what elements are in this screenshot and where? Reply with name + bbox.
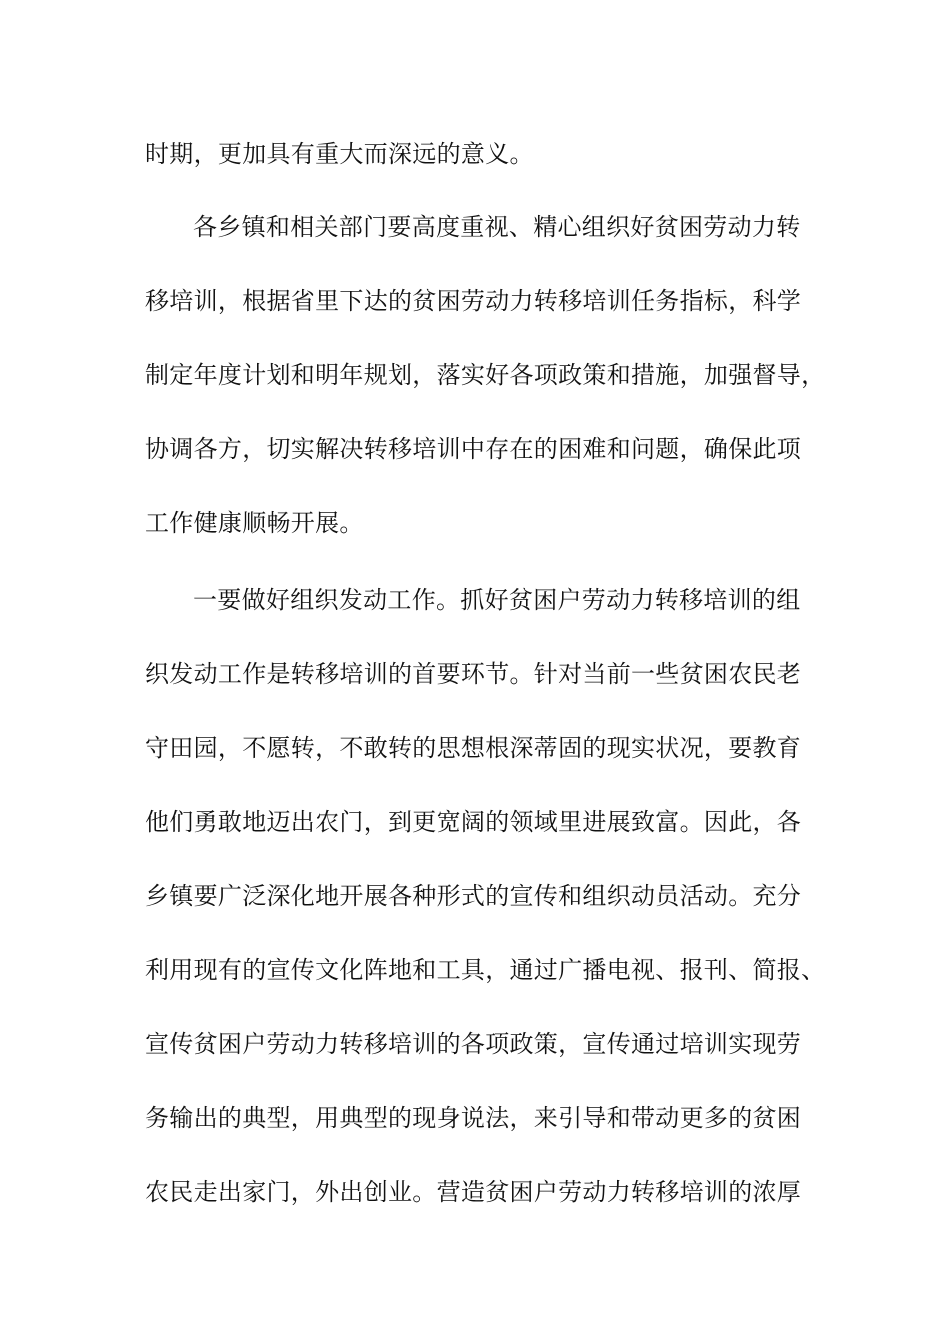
- text-line: 制定年度计划和明年规划，落实好各项政策和措施，加强督导，: [145, 361, 826, 389]
- paragraph-first-line: 各乡镇和相关部门要高度重视、精心组织好贫困劳动力转: [193, 213, 801, 241]
- text-line: 乡镇要广泛深化地开展各种形式的宣传和组织动员活动。充分: [145, 882, 802, 910]
- paragraph-first-line: 一要做好组织发动工作。抓好贫困户劳动力转移培训的组: [193, 586, 801, 614]
- text-line: 时期，更加具有重大而深远的意义。: [145, 140, 534, 168]
- text-line: 织发动工作是转移培训的首要环节。针对当前一些贫困农民老: [145, 660, 802, 688]
- text-line: 工作健康顺畅开展。: [145, 509, 364, 537]
- text-line: 协调各方，切实解决转移培训中存在的困难和问题，确保此项: [145, 435, 802, 463]
- text-line: 宣传贫困户劳动力转移培训的各项政策，宣传通过培训实现劳: [145, 1030, 802, 1058]
- text-line: 守田园，不愿转，不敢转的思想根深蒂固的现实状况，要教育: [145, 734, 802, 762]
- text-line: 他们勇敢地迈出农门，到更宽阔的领域里进展致富。因此，各: [145, 808, 802, 836]
- text-line: 移培训，根据省里下达的贫困劳动力转移培训任务指标，科学: [145, 287, 802, 315]
- text-line: 利用现有的宣传文化阵地和工具，通过广播电视、报刊、简报、: [145, 956, 826, 984]
- text-line: 农民走出家门，外出创业。营造贫困户劳动力转移培训的浓厚: [145, 1178, 802, 1206]
- text-line: 务输出的典型，用典型的现身说法，来引导和带动更多的贫困: [145, 1104, 802, 1132]
